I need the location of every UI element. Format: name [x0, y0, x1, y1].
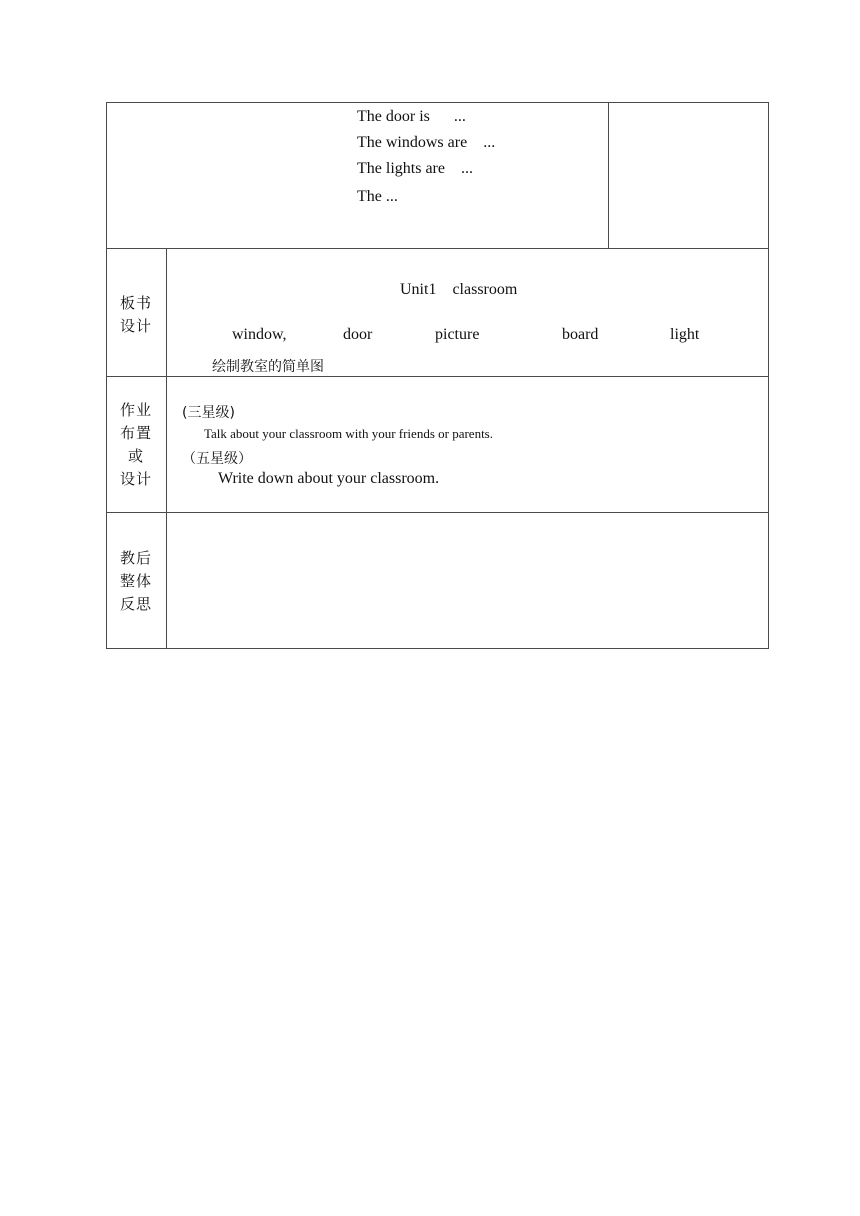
label-line: 教后: [119, 549, 152, 567]
vocab-word: light: [670, 326, 700, 343]
vocab-word: picture: [435, 326, 480, 343]
table-border-top: [106, 102, 769, 103]
sentence-line: The ...: [357, 188, 398, 205]
level-label: （五星级）: [182, 451, 252, 467]
label-line: 或: [127, 447, 144, 465]
row-divider: [106, 512, 769, 513]
sentence-line: The door is ...: [357, 108, 466, 125]
label-line: 板书: [119, 294, 152, 312]
label-line: 反思: [119, 595, 152, 613]
board-title: Unit1 classroom: [400, 281, 518, 298]
row-divider: [106, 376, 769, 377]
board-note: 绘制教室的简单图: [212, 359, 324, 375]
label-line: 作业: [119, 401, 152, 419]
row-label: [106, 547, 166, 616]
sentence-line: The windows are ...: [357, 134, 496, 151]
homework-task: Talk about your classroom with your friends or parents.: [204, 426, 493, 441]
table-border-bottom: [106, 648, 769, 649]
label-line: 设计: [119, 470, 152, 488]
column-divider-label: [166, 248, 167, 649]
vocab-word: window,: [232, 326, 287, 343]
row-label: [106, 292, 166, 338]
level-label: (三星级): [182, 405, 235, 421]
label-line: 布置: [119, 424, 152, 442]
row-label: [106, 399, 166, 491]
sentence-line: The lights are ...: [357, 160, 473, 177]
homework-task: Write down about your classroom.: [218, 470, 440, 487]
column-divider-top: [608, 102, 609, 249]
vocab-word: board: [562, 326, 599, 343]
vocab-word: door: [343, 326, 373, 343]
lesson-plan-table: [106, 102, 769, 649]
label-line: 整体: [119, 572, 152, 590]
row-divider: [106, 248, 769, 249]
label-line: 设计: [119, 317, 152, 335]
